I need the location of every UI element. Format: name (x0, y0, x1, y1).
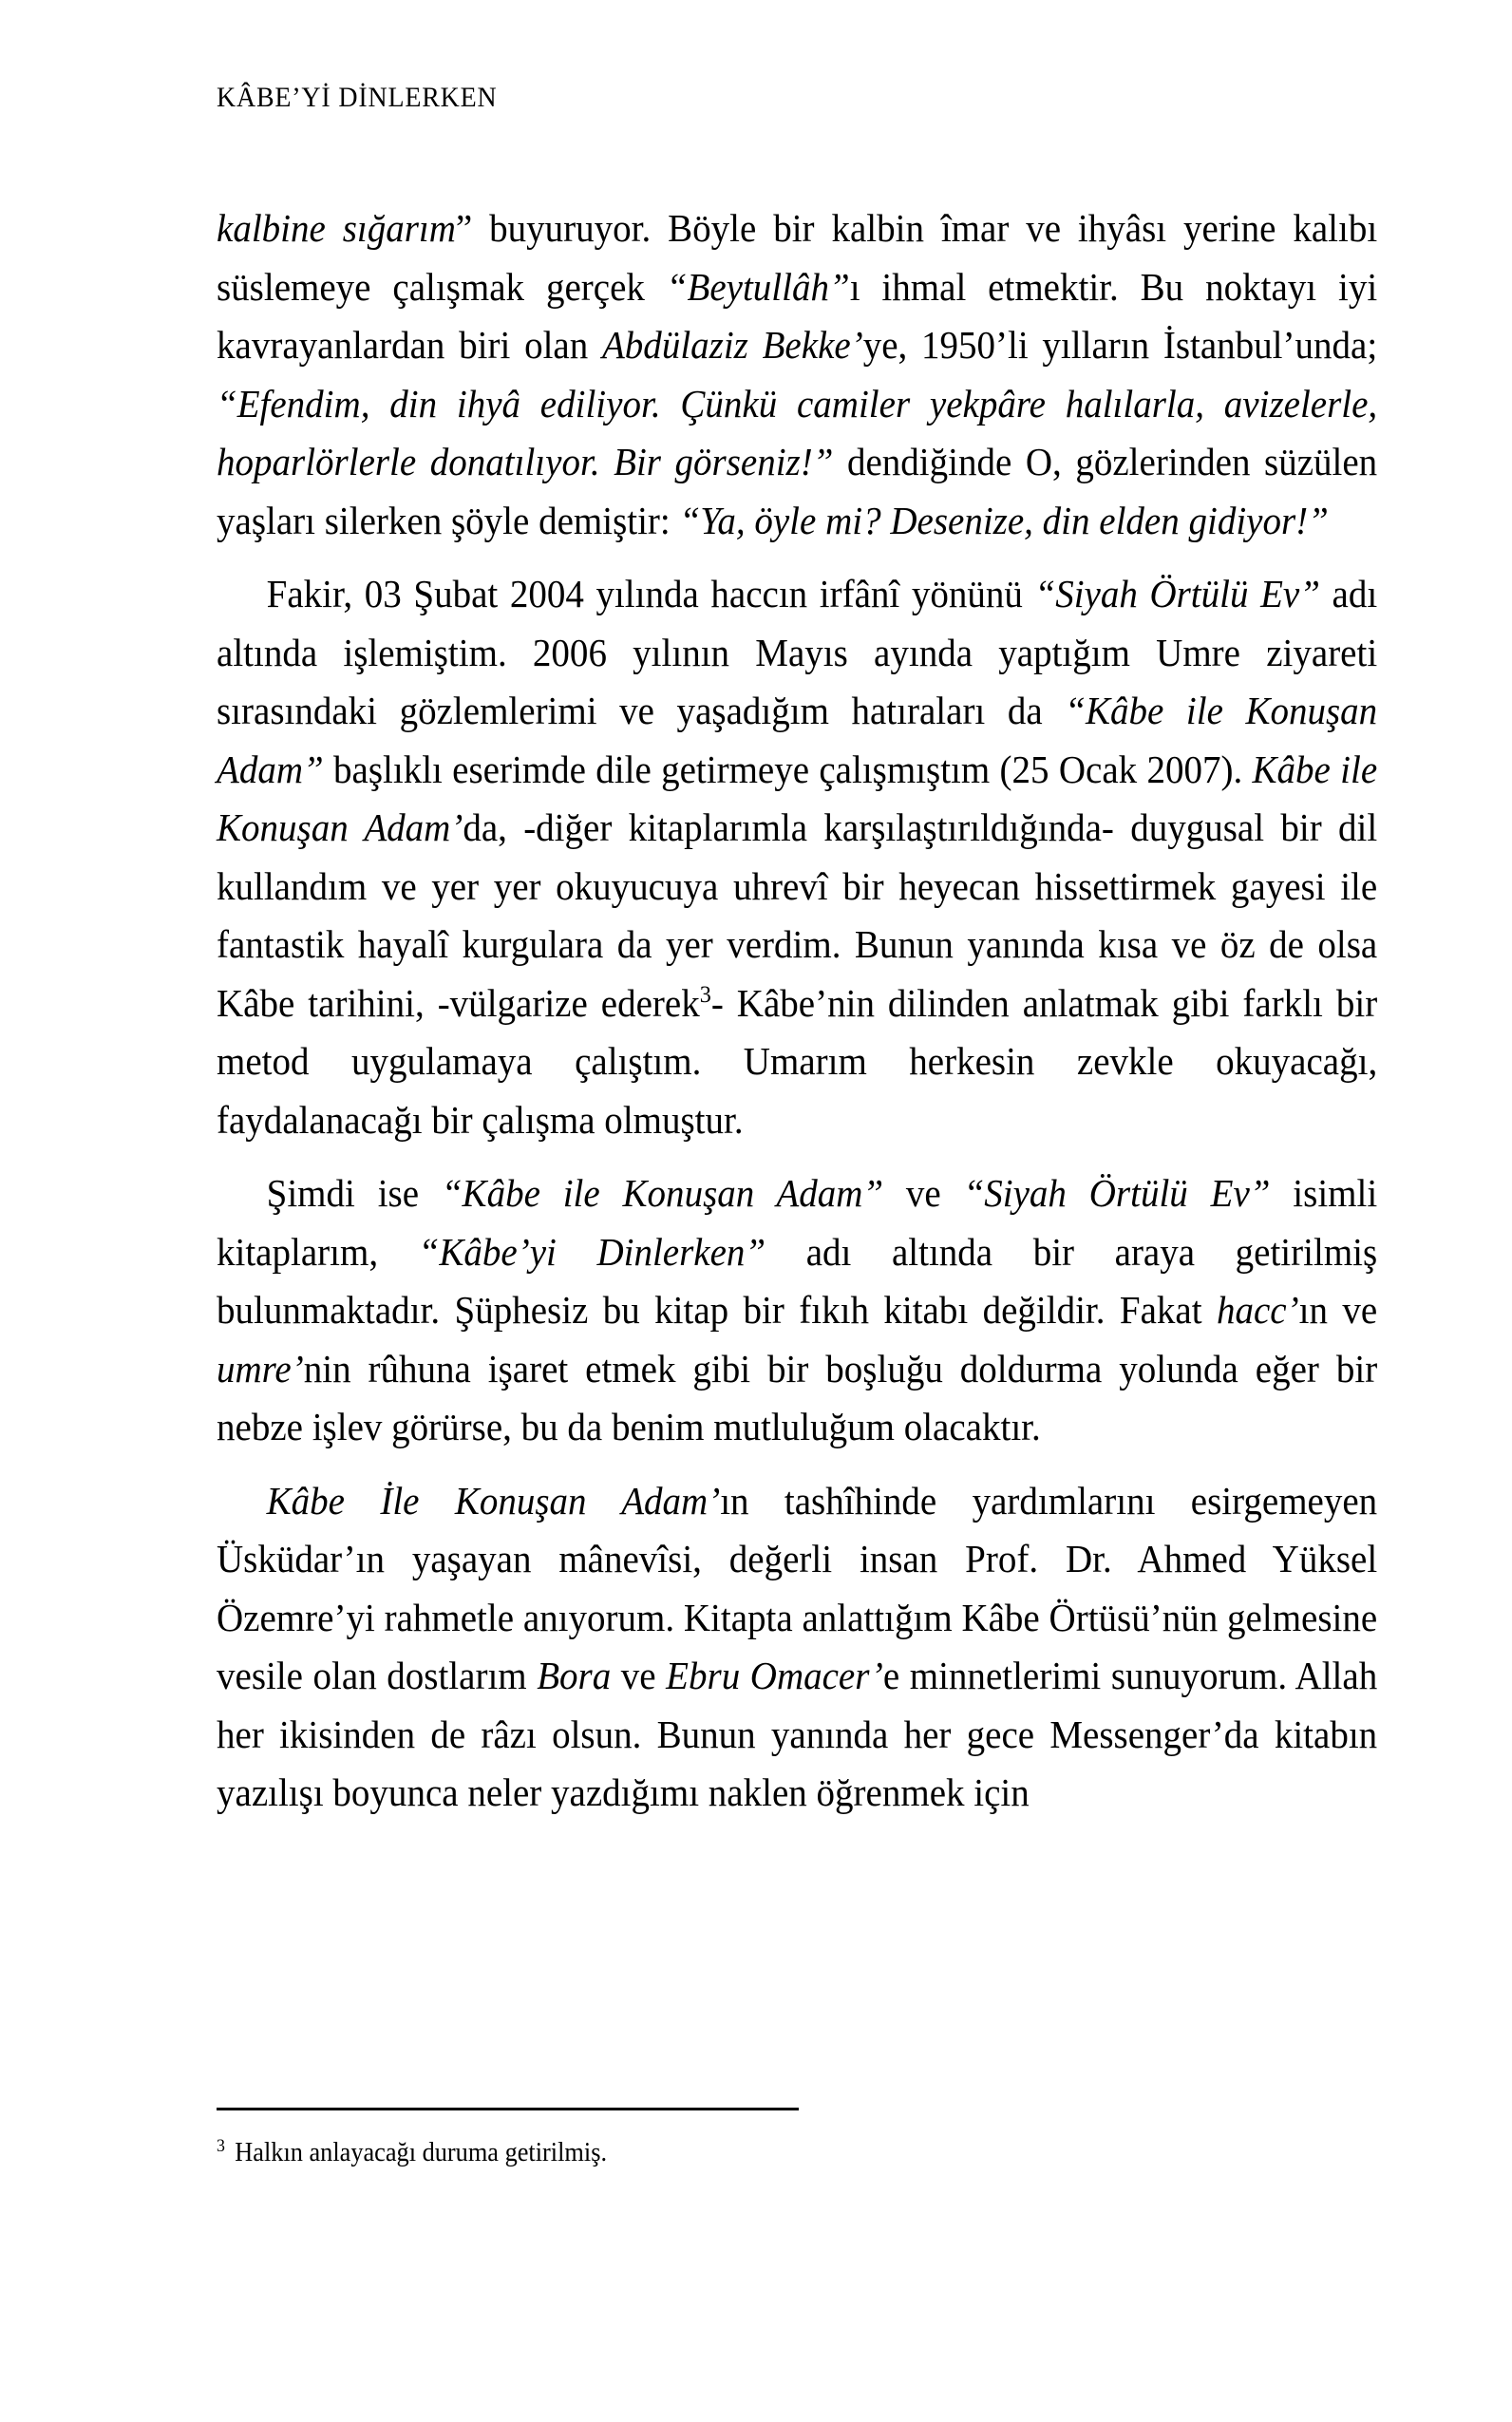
roman-run: dendiğinde O, gözlerinden süzülen yaşları silerken şöyle demiştir: (217, 440, 1378, 542)
roman-run: nin rûhuna işaret etmek gibi bir boşluğu doldurma yolunda eğer bir nebze işlev görürse, bu da benim mutluluğum olacaktır. (217, 1346, 1378, 1448)
italic-run: kalbine sığarım (217, 206, 456, 250)
italic-run: “Kâbe ile Konuşan Adam” (441, 1171, 884, 1215)
paragraph (217, 199, 1377, 550)
running-header: KÂBE’Yİ DİNLERKEN (217, 82, 498, 113)
italic-run: “Beytullâh” (666, 264, 850, 309)
italic-run: “Efendim, din ihyâ ediliyor. Çünkü camiler yekpâre halılarla, avizelerle, hoparlörlerle donatılıyor. Bir görseniz!” (217, 381, 1378, 483)
footnote-area (217, 2108, 1377, 2171)
page-content (217, 0, 1377, 2422)
italic-run: “Kâbe’yi Dinlerken” (418, 1229, 766, 1274)
roman-run: Fakir, 03 Şubat 2004 yılında haccın irfânî yönünü (266, 572, 1035, 615)
roman-run: ı ihmal etmektir. Bu noktayı iyi kavrayanlardan biri olan (217, 264, 1378, 367)
roman-run: ye, 1950’li yılların İstanbul’unda; (862, 323, 1378, 367)
roman-run: başlıklı eserimde dile getirmeye çalışmıştım (25 Ocak 2007). (323, 747, 1253, 791)
italic-run: Abdülaziz Bekke’ (601, 323, 863, 367)
roman-run: - Kâbe’nin dilinden anlatmak gibi farklı bir metod uygulamaya çalıştım. Umarım herkesin zevkle okuyacağı, faydalanacağı bir çalışma olmuştur. (217, 980, 1378, 1142)
roman-run: e minnetlerimi sunuyorum. Allah her ikisinden de râzı olsun. Bunun yanında her gece Messenger’da kitabın yazılışı boyunca neler yazdığımı naklen öğrenmek için (217, 1654, 1378, 1814)
italic-run: Kâbe İle Konuşan Adam’ (266, 1478, 721, 1523)
roman-run: ın tashîhinde yardımlarını esirgemeyen Üsküdar’ın yaşayan mânevîsi, değerli insan Prof. Dr. Ahmed Yüksel Özemre’yi rahmetle anıyorum. Kitapta anlattığım Kâbe Örtüsü’nün gelmesine vesile olan dostlarım (217, 1478, 1378, 1697)
footnote-label: Halkın anlayacağı duruma getirilmiş. (228, 2138, 608, 2167)
paragraph (217, 565, 1377, 1149)
paragraph (217, 1164, 1377, 1457)
italic-run: “Ya, öyle mi? Desenize, din elden gidiyor!” (679, 498, 1329, 542)
italic-run: Bora (537, 1654, 612, 1697)
footnote-reference: 3 (699, 979, 711, 1008)
roman-run: ın ve (1298, 1288, 1378, 1332)
body-text-block (217, 199, 1377, 1823)
italic-run: Kâbe ile Konuşan Adam’ (217, 747, 1378, 849)
roman-run: Şimdi ise (266, 1171, 442, 1215)
roman-run: isimli kitaplarım, (217, 1171, 1378, 1274)
italic-run: hacc’ (1216, 1288, 1299, 1332)
roman-run: adı altında işlemiştim. 2006 yılının Mayıs ayında yaptığım Umre ziyareti sırasındaki gözlemlerimi ve yaşadığım hatıraları da (217, 572, 1378, 732)
roman-run: adı altında bir araya getirilmiş bulunmaktadır. Şüphesiz bu kitap bir fıkıh kitabı değildir. Fakat (217, 1229, 1378, 1332)
roman-run: ” buyuruyor. Böyle bir kalbin îmar ve ihyâsı yerine kalıbı süslemeye çalışmak gerçek (217, 206, 1378, 309)
footnote-marker: 3 (217, 2135, 225, 2156)
roman-run: ve (883, 1171, 964, 1215)
footnote-entry (217, 2135, 1308, 2171)
paragraph (217, 1472, 1377, 1823)
italic-run: “Siyah Örtülü Ev” (1034, 572, 1320, 615)
italic-run: Ebru Omacer’ (666, 1654, 883, 1697)
footnote-separator-rule (217, 2108, 799, 2110)
italic-run: “Siyah Örtülü Ev” (963, 1171, 1271, 1215)
roman-run: da, -diğer kitaplarımla karşılaştırıldığında- duygusal bir dil kullandım ve yer yer okuyucuya uhrevî bir heyecan hissettirmek gayesi ile fantastik hayalî kurgulara da yer verdim. Bunun yanında kısa ve öz de olsa Kâbe tarihini, -vülgarize ederek (217, 805, 1378, 1025)
italic-run: “Kâbe ile Konuşan Adam” (217, 689, 1378, 791)
roman-run: ve (611, 1654, 667, 1697)
italic-run: umre’ (217, 1346, 304, 1391)
